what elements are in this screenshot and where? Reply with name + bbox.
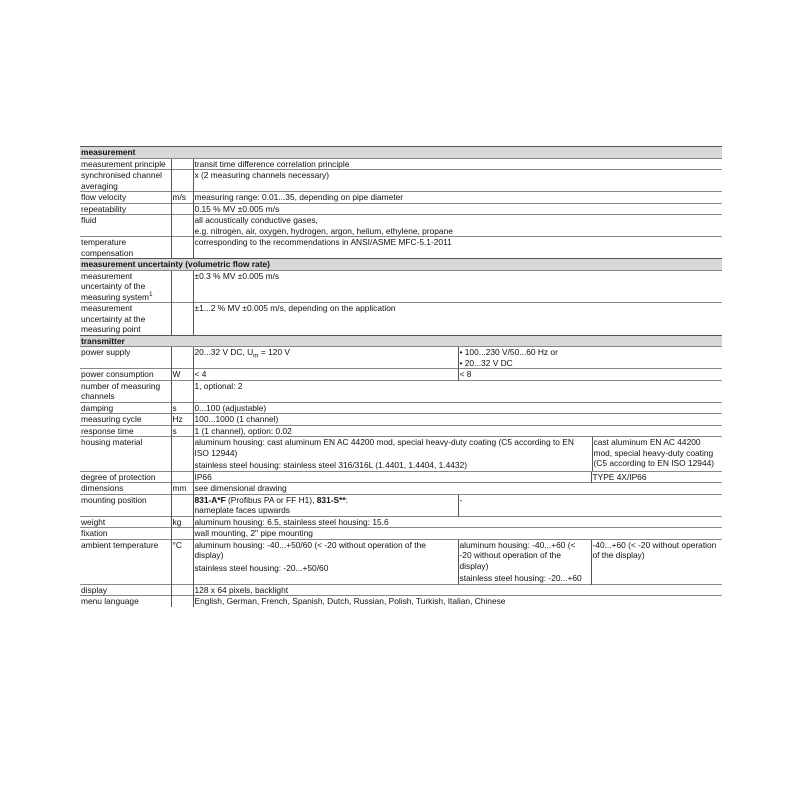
row-value: ±0.3 % MV ±0.005 m/s bbox=[193, 270, 722, 303]
row-label: measurement principle bbox=[80, 158, 171, 170]
row-value: 100...1000 (1 channel) bbox=[193, 414, 722, 426]
table-row bbox=[80, 425, 722, 437]
table-row bbox=[80, 402, 722, 414]
row-label: display bbox=[80, 584, 171, 596]
table-row bbox=[80, 369, 722, 381]
footnote-marker: 1 bbox=[148, 290, 153, 298]
row-label: power consumption bbox=[80, 369, 171, 381]
row-label: mounting position bbox=[80, 494, 171, 516]
row-alt-value: cast aluminum EN AC 44200 mod, special heavy-duty coating (C5 according to EN ISO 12944) bbox=[592, 437, 722, 471]
table-row bbox=[80, 516, 722, 528]
row-value: 1, optional: 2 bbox=[193, 380, 722, 402]
row-alt-value: - bbox=[458, 494, 722, 516]
row-unit bbox=[171, 380, 193, 402]
table-row bbox=[80, 158, 722, 170]
row-value-text: 20...32 V DC, U bbox=[194, 347, 254, 357]
row-unit: °C bbox=[171, 539, 193, 584]
row-label bbox=[80, 270, 171, 303]
row-label: flow velocity bbox=[80, 192, 171, 204]
row-label: fluid bbox=[80, 215, 171, 237]
section-measurement bbox=[80, 147, 722, 159]
table-row bbox=[80, 170, 722, 192]
row-label: synchronised channel averaging bbox=[80, 170, 171, 192]
row-unit bbox=[171, 437, 193, 472]
table-row bbox=[80, 471, 722, 483]
row-value-line: all acoustically conductive gases, bbox=[194, 215, 318, 225]
row-value-line: stainless steel housing: stainless steel 316/316L (1.4401, 1.4404, 1.4432) bbox=[194, 460, 468, 470]
row-label: ambient temperature bbox=[80, 539, 171, 584]
table-row bbox=[80, 303, 722, 336]
row-alt-value: < 8 bbox=[458, 369, 722, 381]
row-value-main bbox=[194, 437, 592, 471]
model-code: 831-S** bbox=[316, 494, 346, 505]
table-row bbox=[80, 380, 722, 402]
row-value: transit time difference correlation principle bbox=[193, 158, 722, 170]
row-label: fixation bbox=[80, 528, 171, 540]
row-label: response time bbox=[80, 425, 171, 437]
row-value: 0.15 % MV ±0.005 m/s bbox=[193, 203, 722, 215]
row-value: measuring range: 0.01...35, depending on pipe diameter bbox=[193, 192, 722, 204]
row-label: power supply bbox=[80, 347, 171, 369]
row-label: degree of protection bbox=[80, 471, 171, 483]
row-unit: m/s bbox=[171, 192, 193, 204]
row-unit: s bbox=[171, 425, 193, 437]
model-code: 831-A*F bbox=[194, 494, 226, 505]
row-unit bbox=[171, 215, 193, 237]
row-value: 128 x 64 pixels, backlight bbox=[193, 584, 722, 596]
row-unit: W bbox=[171, 369, 193, 381]
row-value: English, German, French, Spanish, Dutch, Russian, Polish, Turkish, Italian, Chinese bbox=[193, 596, 722, 607]
table-row bbox=[80, 347, 722, 369]
row-alt-value: TYPE 4X/IP66 bbox=[591, 471, 722, 483]
row-label: temperature compensation bbox=[80, 237, 171, 259]
row-label: dimensions bbox=[80, 483, 171, 495]
row-alt-value bbox=[458, 347, 722, 369]
row-value: < 4 bbox=[193, 369, 458, 381]
row-value: ±1...2 % MV ±0.005 m/s, depending on the application bbox=[193, 303, 722, 336]
specification-table bbox=[80, 146, 722, 607]
row-unit bbox=[171, 158, 193, 170]
row-label: housing material bbox=[80, 437, 171, 472]
table-row bbox=[80, 437, 722, 472]
row-unit bbox=[171, 494, 193, 516]
table-row bbox=[80, 270, 722, 303]
row-value-line: stainless steel housing: -20...+50/60 bbox=[194, 562, 329, 573]
section-transmitter bbox=[80, 335, 722, 347]
row-value-line: nameplate faces upwards bbox=[194, 505, 290, 515]
table-row bbox=[80, 494, 722, 516]
row-unit bbox=[171, 471, 193, 483]
row-value bbox=[193, 215, 722, 237]
table-row bbox=[80, 215, 722, 237]
row-label: measuring cycle bbox=[80, 414, 171, 426]
row-unit bbox=[171, 528, 193, 540]
table-row bbox=[80, 414, 722, 426]
bullet-item: • 100...230 V/50...60 Hz or bbox=[460, 347, 721, 358]
row-value-line: aluminum housing: cast aluminum EN AC 44200 mod, special heavy-duty coating (C5 according to EN ISO 12944) bbox=[194, 437, 574, 458]
row-unit bbox=[171, 237, 193, 259]
row-value bbox=[193, 437, 722, 472]
row-value: x (2 measuring channels necessary) bbox=[193, 170, 722, 192]
row-label-text: measurement uncertainty of the measuring system bbox=[81, 270, 149, 302]
table-row bbox=[80, 483, 722, 495]
row-value: IP66 bbox=[193, 471, 591, 483]
section-title: measurement uncertainty (volumetric flow rate) bbox=[80, 259, 722, 271]
row-value-line: aluminum housing: -40...+50/60 (< -20 without operation of the display) bbox=[194, 539, 426, 560]
row-value-line: stainless steel housing: -20...+60 bbox=[459, 573, 582, 583]
row-value: 1 (1 channel), option: 0.02 bbox=[193, 425, 722, 437]
row-unit bbox=[171, 584, 193, 596]
table-row bbox=[80, 192, 722, 204]
subscript: m bbox=[253, 352, 259, 360]
row-value: 0...100 (adjustable) bbox=[193, 402, 722, 414]
table-row bbox=[80, 584, 722, 596]
row-unit bbox=[171, 596, 193, 607]
row-unit: Hz bbox=[171, 414, 193, 426]
row-value: aluminum housing: 6.5, stainless steel housing: 15.6 bbox=[193, 516, 722, 528]
row-value-text: : bbox=[345, 494, 348, 505]
bullet-item: • 20...32 V DC bbox=[460, 358, 721, 369]
row-unit bbox=[171, 203, 193, 215]
row-label: weight bbox=[80, 516, 171, 528]
table-row bbox=[80, 237, 722, 259]
spec-sheet bbox=[80, 146, 722, 607]
row-label: number of measuring channels bbox=[80, 380, 171, 402]
row-value bbox=[193, 539, 458, 584]
row-label: measurement uncertainty at the measuring point bbox=[80, 303, 171, 336]
table-row bbox=[80, 203, 722, 215]
row-mid-value bbox=[458, 539, 591, 584]
row-unit bbox=[171, 347, 193, 369]
row-label: menu language bbox=[80, 596, 171, 607]
row-unit: mm bbox=[171, 483, 193, 495]
section-uncertainty bbox=[80, 259, 722, 271]
row-alt-value: -40...+60 (< -20 without operation of the display) bbox=[591, 539, 722, 584]
row-value bbox=[193, 347, 458, 369]
section-title: transmitter bbox=[80, 335, 722, 347]
row-value: corresponding to the recommendations in ANSI/ASME MFC-5.1-2011 bbox=[193, 237, 722, 259]
section-title: measurement bbox=[80, 147, 722, 159]
table-row bbox=[80, 539, 722, 584]
row-value-text: (Profibus PA or FF H1), bbox=[225, 494, 317, 505]
row-label: repeatability bbox=[80, 203, 171, 215]
table-row bbox=[80, 596, 722, 607]
row-value-line: aluminum housing: -40...+60 (< -20 without operation of the display) bbox=[459, 539, 576, 571]
row-unit: s bbox=[171, 402, 193, 414]
row-value: wall mounting, 2" pipe mounting bbox=[193, 528, 722, 540]
row-label: damping bbox=[80, 402, 171, 414]
row-value: see dimensional drawing bbox=[193, 483, 722, 495]
row-unit: kg bbox=[171, 516, 193, 528]
table-row bbox=[80, 528, 722, 540]
row-value-text: = 120 V bbox=[258, 347, 291, 357]
row-unit bbox=[171, 270, 193, 303]
row-value bbox=[193, 494, 458, 516]
row-unit bbox=[171, 303, 193, 336]
row-unit bbox=[171, 170, 193, 192]
row-value-line: e.g. nitrogen, air, oxygen, hydrogen, argon, helium, ethylene, propane bbox=[194, 225, 453, 236]
